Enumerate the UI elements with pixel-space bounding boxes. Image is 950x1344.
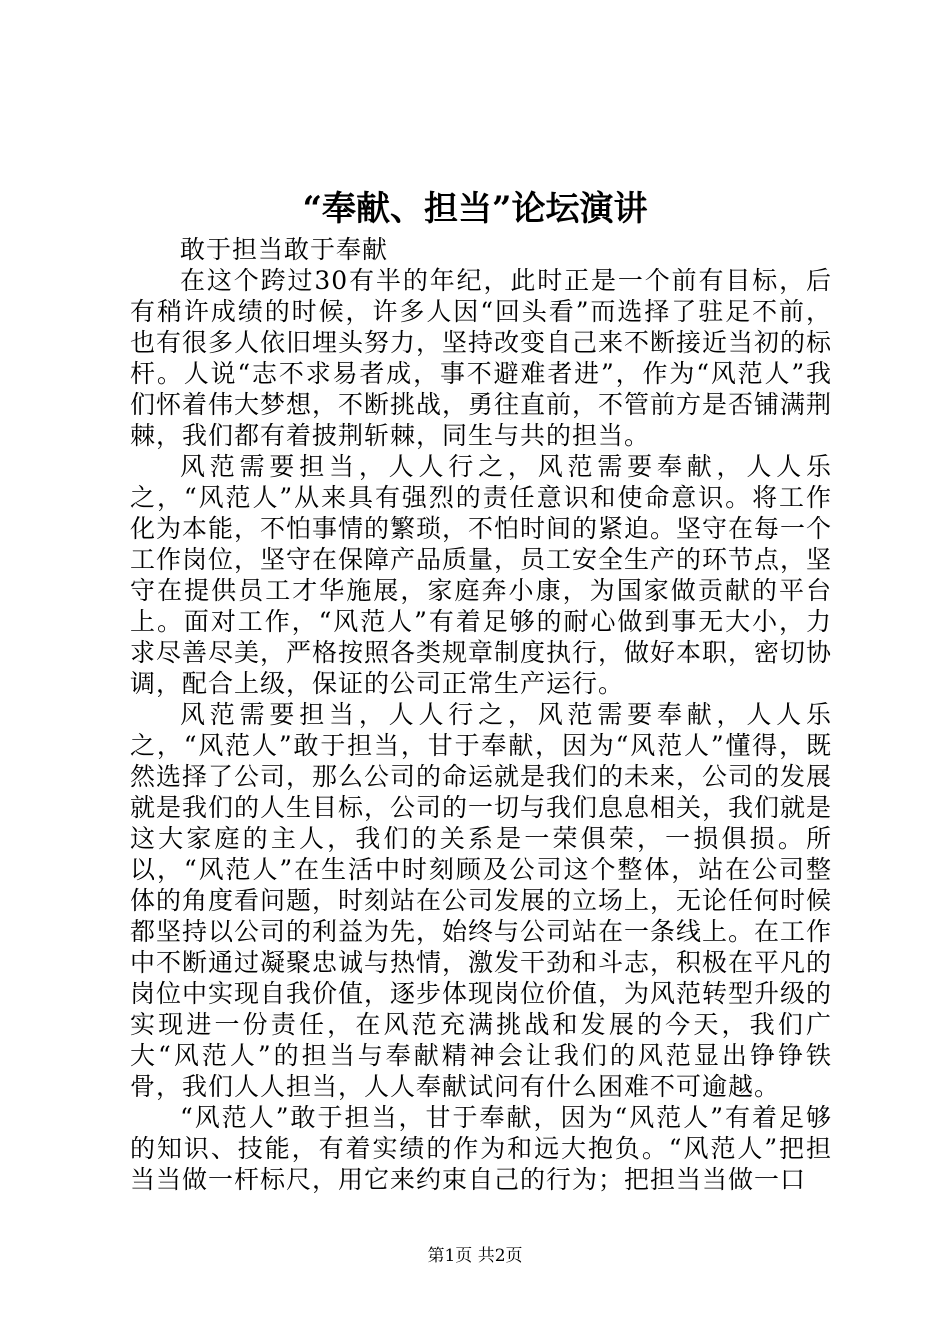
page-footer: 第1页 共2页 (427, 1246, 523, 1266)
document-title: “奉献、担当”论坛演讲 (302, 189, 648, 229)
paragraph-3: 风范需要担当，人人行之，风范需要奉献，人人乐之，“风范人”敢于担当，甘于奉献，因为“风范人”懂得，既然选择了公司，那么公司的命运就是我们的未来，公司的发展就是我们的人生目标，公司的一切与我们息息相关，我们就是这大家庭的主人，我们的关系是一荣俱荣，一损俱损。所以，“风范人”在生活中时刻顾及公司这个整体，站在公司整体的角度看问题，时刻站在公司发展的立场上，无论任何时候都坚持以公司的利益为先，始终与公司站在一条线上。在工作中不断通过凝聚忠诚与热情，激发干劲和斗志，积极在平凡的岗位中实现自我价值，逐步体现岗位价值，为风范转型升级的实现进一份责任，在风范充满挑战和发展的今天，我们广大“风范人”的担当与奉献精神会让我们的风范显出铮铮铁骨，我们人人担当，人人奉献试问有什么困难不可逾越。 (130, 700, 833, 1101)
paragraph-1: 在这个跨过30有半的年纪，此时正是一个前有目标，后有稍许成绩的时候，许多人因“回头看”而选择了驻足不前，也有很多人依旧埋头努力，坚持改变自己来不断接近当初的标杆。人说“志不求易者成，事不避难者进”，作为“风范人”我们怀着伟大梦想，不断挑战，勇往直前，不管前方是否铺满荆棘，我们都有着披荆斩棘，同生与共的担当。 (130, 266, 833, 450)
paragraph-subtitle: 敢于担当敢于奉献 (180, 235, 389, 264)
paragraph-4: “风范人”敢于担当，甘于奉献，因为“风范人”有着足够的知识、技能，有着实绩的作为和远大抱负。“风范人”把担当当做一杆标尺，用它来约束自己的行为；把担当当做一口 (130, 1103, 832, 1194)
document-body (130, 234, 832, 1195)
paragraph-2: 风范需要担当，人人行之，风范需要奉献，人人乐之，“风范人”从来具有强烈的责任意识和使命意识。将工作化为本能，不怕事情的繁琐，不怕时间的紧迫。坚守在每一个工作岗位，坚守在保障产品质量，员工安全生产的环节点，坚守在提供员工才华施展，家庭奔小康，为国家做贡献的平台上。面对工作，“风范人”有着足够的耐心做到事无大小，力求尽善尽美，严格按照各类规章制度执行，做好本职，密切协调，配合上级，保证的公司正常生产运行。 (130, 452, 833, 698)
